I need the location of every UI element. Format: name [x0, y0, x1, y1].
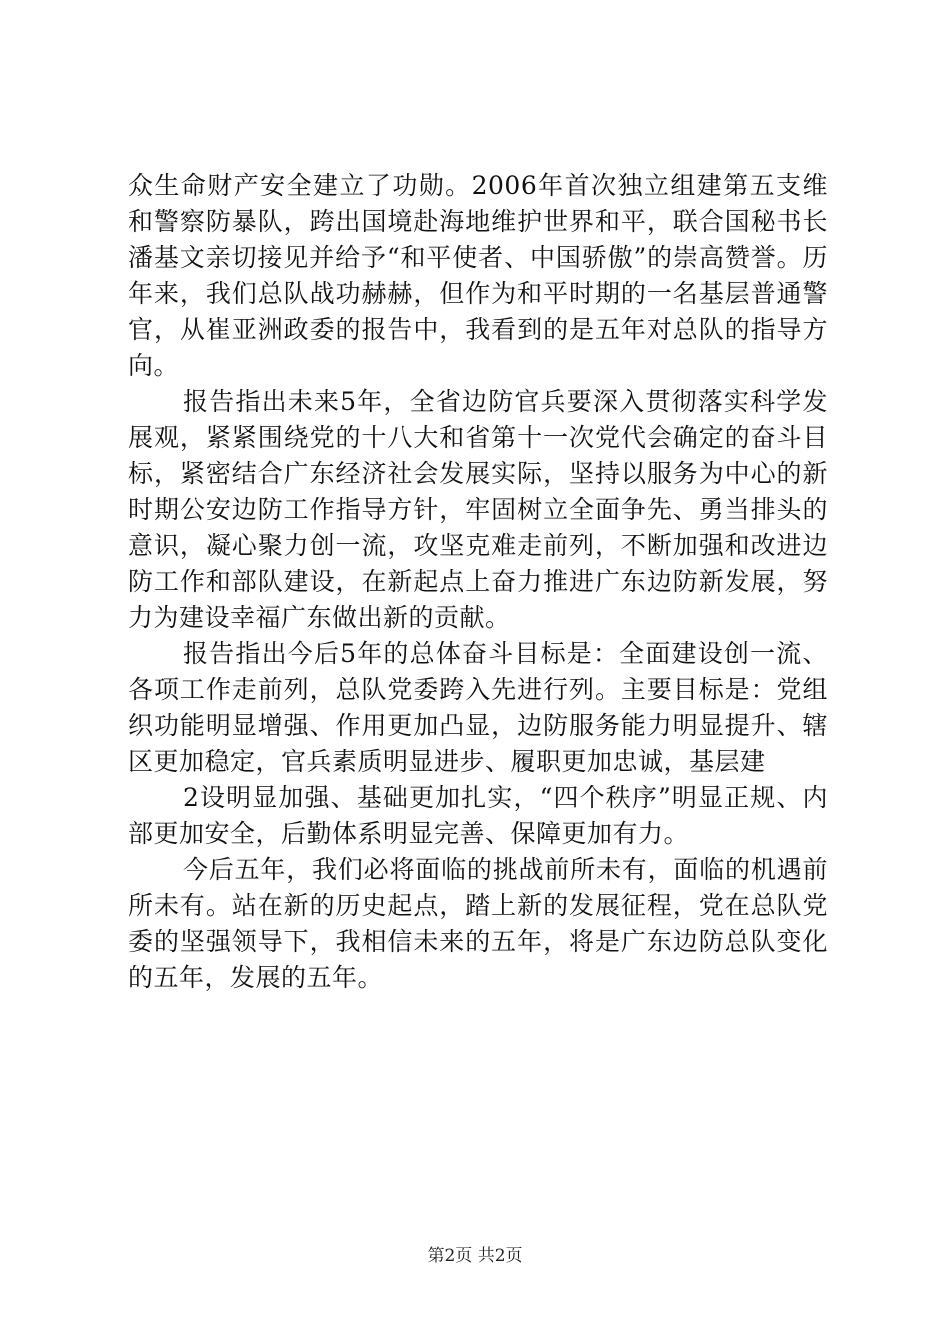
- paragraph-5: 今后五年，我们必将面临的挑战前所未有，面临的机遇前所未有。站在新的历史起点，踏上新的发展征程，党在总队党委的坚强领导下，我相信未来的五年，将是广东边防总队变化的五年，发展的五年。: [128, 855, 828, 992]
- paragraph-4: 2设明显加强、基础更加扎实，“四个秩序”明显正规、内部更加安全，后勤体系明显完善、保障更加有力。: [128, 783, 828, 848]
- paragraph-1: 众生命财产安全建立了功勋。2006年首次独立组建第五支维和警察防暴队，跨出国境赴海地维护世界和平，联合国秘书长潘基文亲切接见并给予“和平使者、中国骄傲”的崇高赞誉。历年来，我们总队战功赫赫，但作为和平时期的一名基层普通警官，从崔亚洲政委的报告中，我看到的是五年对总队的指导方向。: [128, 171, 828, 380]
- paragraph-3: 报告指出今后5年的总体奋斗目标是：全面建设创一流、各项工作走前列，总队党委跨入先进行列。主要目标是：党组织功能明显增强、作用更加凸显，边防服务能力明显提升、辖区更加稳定，官兵素质明显进步、履职更加忠诚，基层建: [128, 639, 828, 776]
- page-footer: 第2页 共2页: [427, 1246, 523, 1266]
- document-body: [128, 168, 828, 996]
- paragraph-2: 报告指出未来5年，全省边防官兵要深入贯彻落实科学发展观，紧紧围绕党的十八大和省第十一次党代会确定的奋斗目标，紧密结合广东经济社会发展实际，坚持以服务为中心的新时期公安边防工作指导方针，牢固树立全面争先、勇当排头的意识，凝心聚力创一流，攻坚克难走前列，不断加强和改进边防工作和部队建设，在新起点上奋力推进广东边防新发展，努力为建设幸福广东做出新的贡献。: [128, 387, 828, 632]
